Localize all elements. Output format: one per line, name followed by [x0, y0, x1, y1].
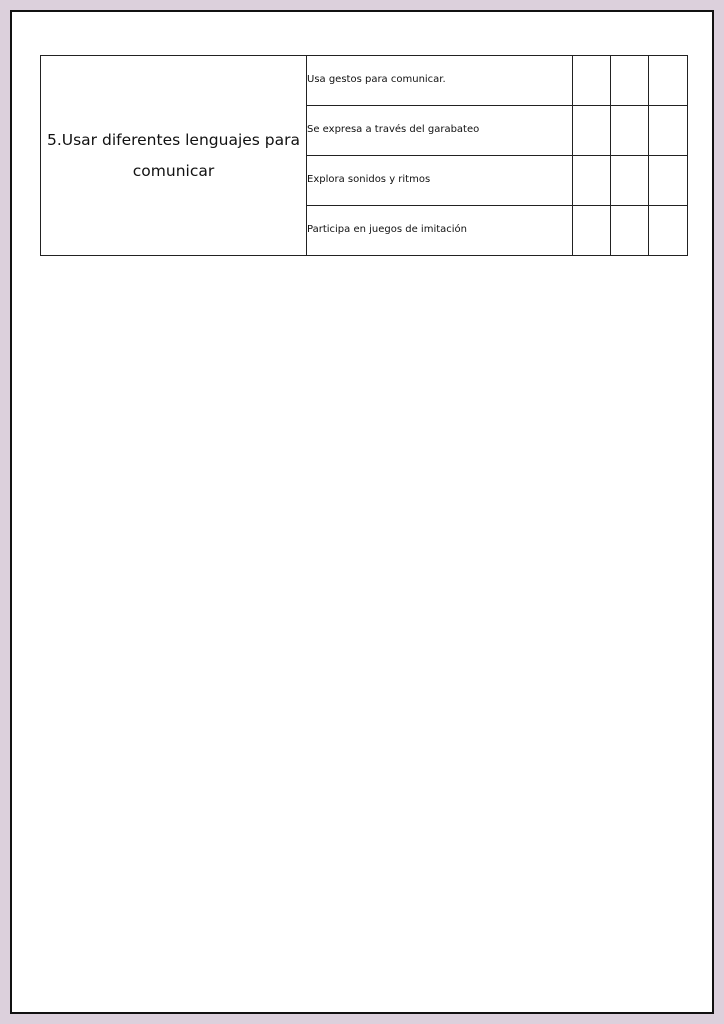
indicator-cell [307, 156, 573, 206]
evaluation-table [40, 55, 688, 256]
check-cell[interactable] [649, 56, 688, 106]
indicator-label: Usa gestos para comunicar. [307, 74, 446, 85]
check-cell[interactable] [611, 56, 649, 106]
table-row [41, 56, 688, 106]
check-cell[interactable] [649, 106, 688, 156]
worksheet-page [10, 10, 714, 1014]
check-cell[interactable] [649, 206, 688, 256]
criterion-label: 5.Usar diferentes lenguajes para comunicar [46, 130, 301, 180]
check-cell[interactable] [573, 56, 611, 106]
criterion-cell [41, 56, 307, 256]
indicator-cell [307, 206, 573, 256]
check-cell[interactable] [573, 156, 611, 206]
indicator-label: Participa en juegos de imitación [307, 224, 467, 235]
indicator-label: Explora sonidos y ritmos [307, 174, 431, 185]
indicator-cell [307, 106, 573, 156]
indicator-cell [307, 56, 573, 106]
check-cell[interactable] [573, 206, 611, 256]
check-cell[interactable] [611, 156, 649, 206]
indicator-label: Se expresa a través del garabateo [307, 124, 480, 135]
check-cell[interactable] [649, 156, 688, 206]
check-cell[interactable] [611, 206, 649, 256]
check-cell[interactable] [573, 106, 611, 156]
check-cell[interactable] [611, 106, 649, 156]
